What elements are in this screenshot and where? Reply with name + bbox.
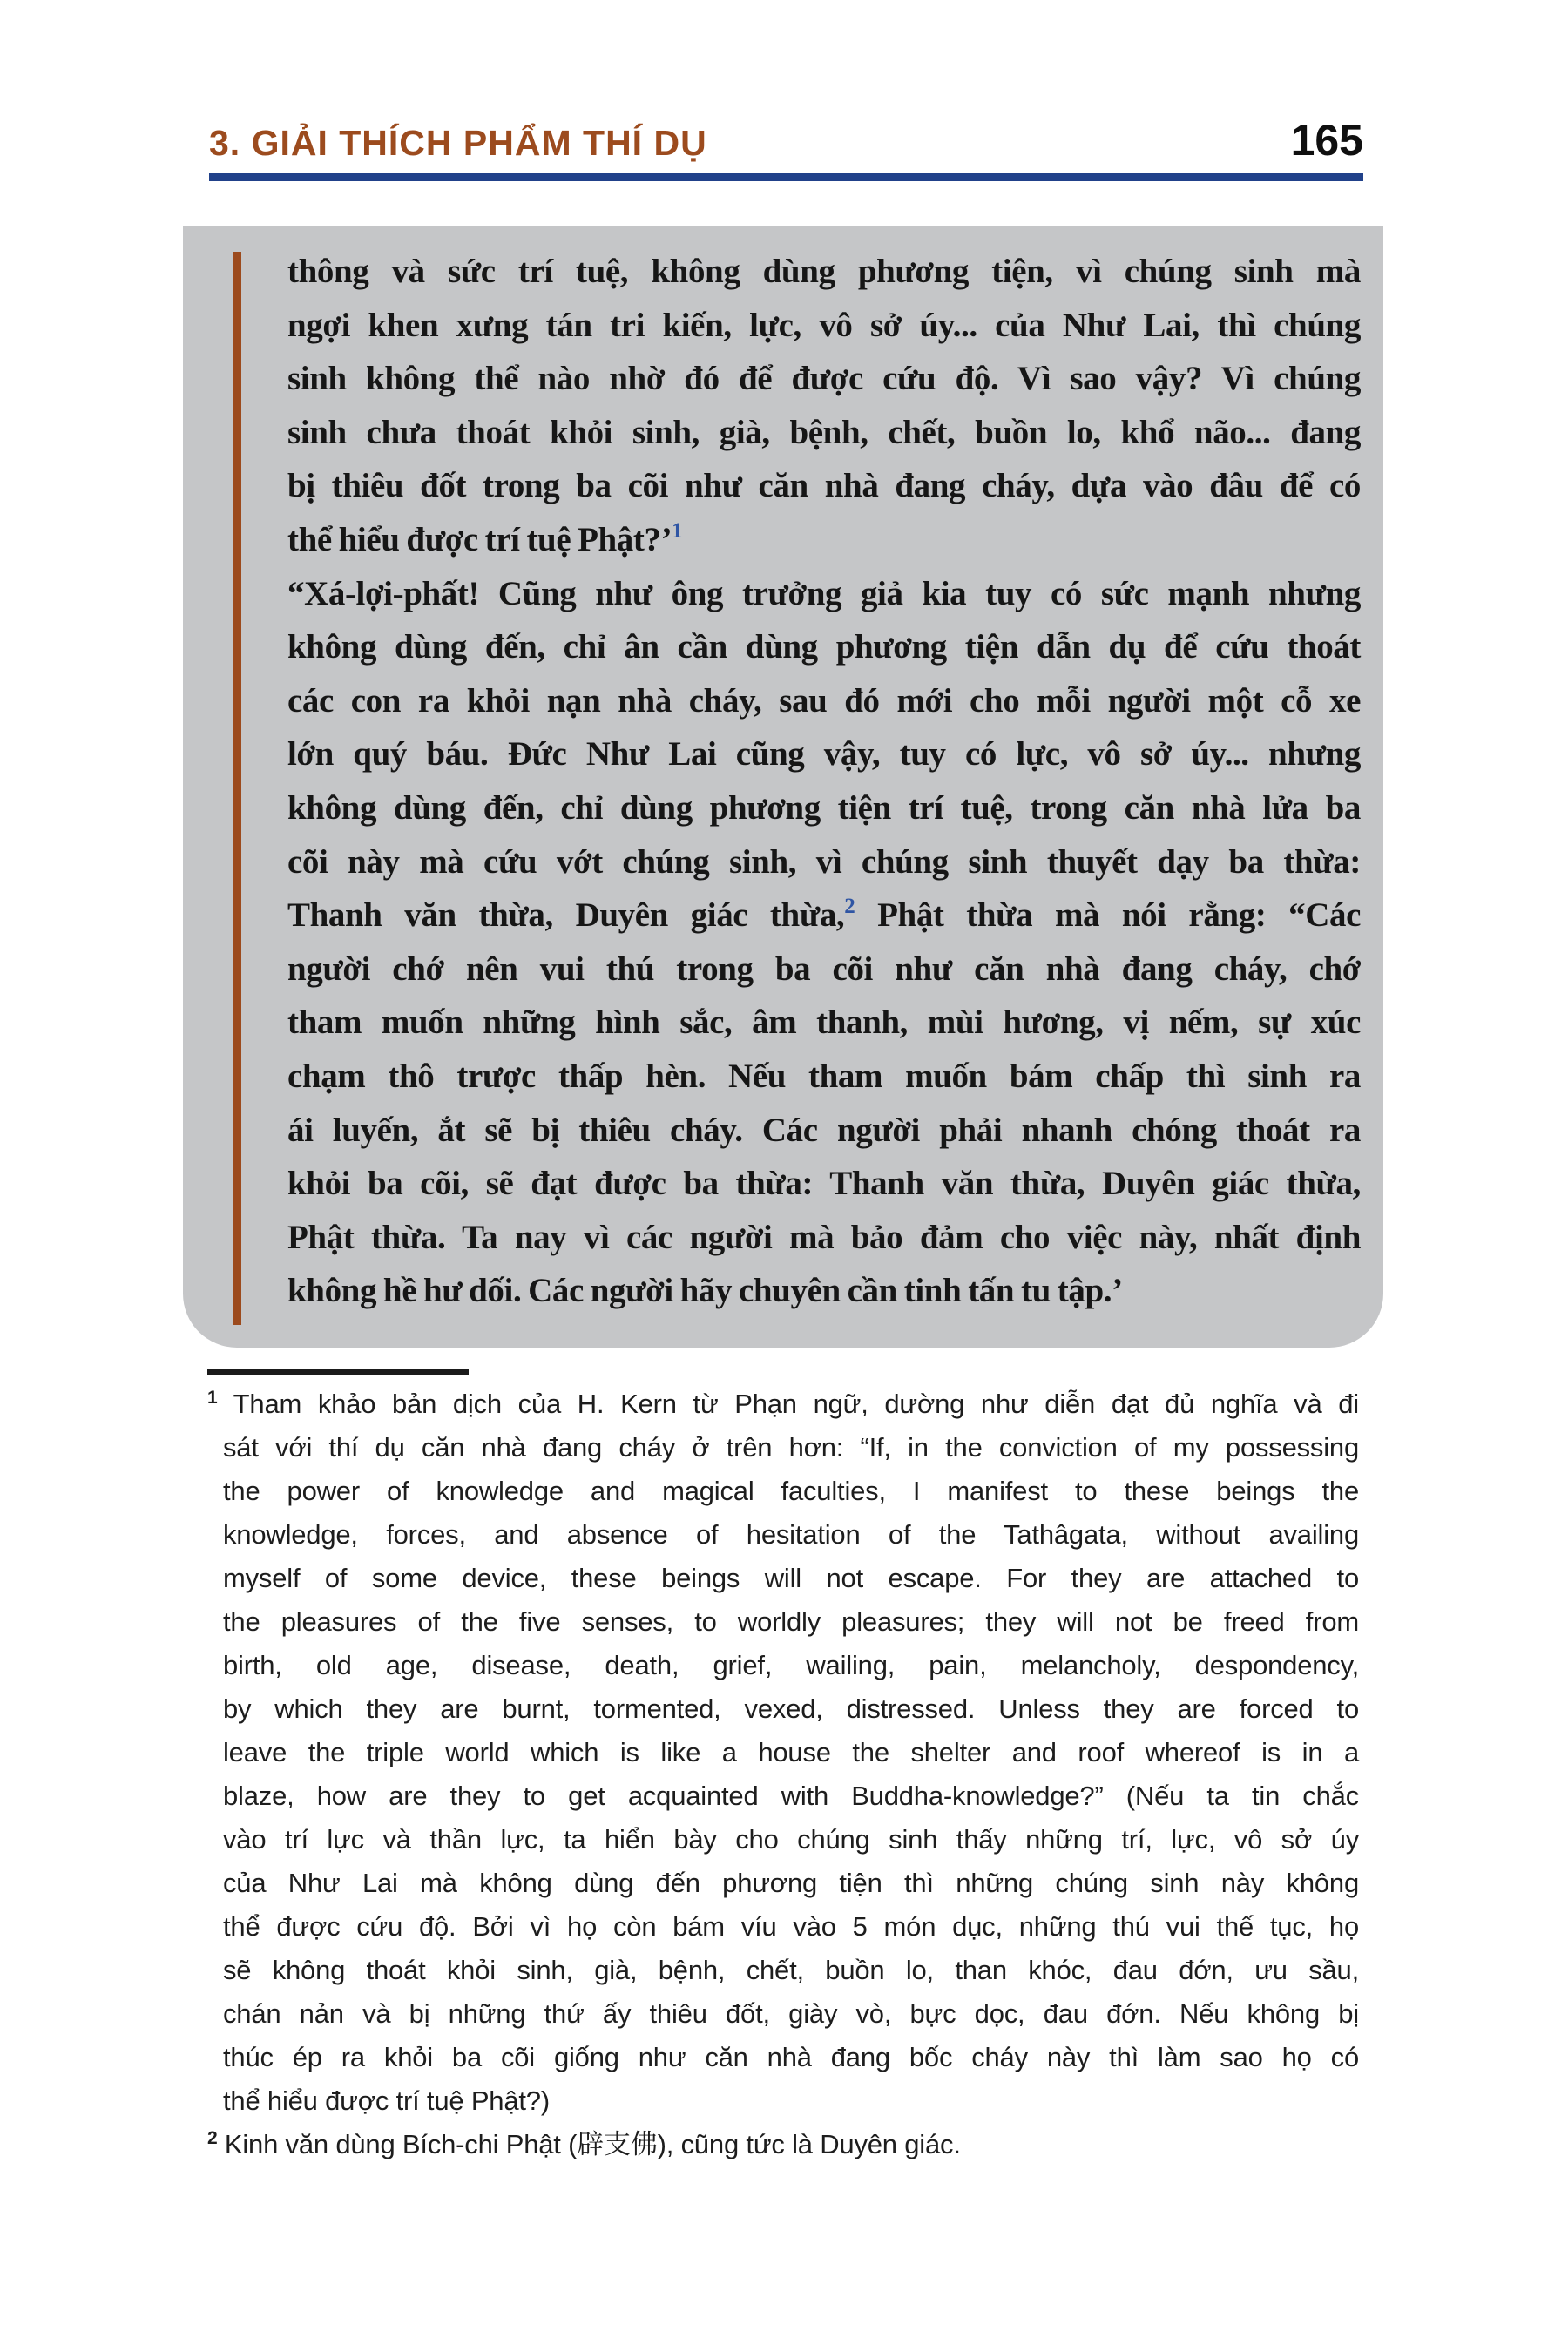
text-line	[207, 1818, 1359, 1862]
text-segment: sẽ không thoát khỏi sinh, già, bệnh, chết, buồn lo, than khóc, đau đớn, ưu sầu,	[223, 1955, 1359, 1985]
text-segment: sát với thí dụ căn nhà đang cháy ở trên hơn: “If, in the conviction of my possessing	[223, 1432, 1359, 1463]
text-line	[207, 2123, 1359, 2166]
text-line	[207, 2036, 1359, 2079]
text-segment: Phật thừa. Ta nay vì các người mà bảo đảm cho việc này, nhất định	[287, 1218, 1361, 1256]
text-segment: the power of knowledge and magical faculties, I manifest to these beings the	[223, 1476, 1359, 1506]
footnote-item	[207, 1382, 1359, 2123]
text-segment: người chớ nên vui thú trong ba cõi như căn nhà đang cháy, chớ	[287, 950, 1361, 988]
text-segment: Thanh văn thừa, Duyên giác thừa,	[287, 896, 845, 935]
footnote-marker: 2	[207, 2128, 218, 2148]
running-header	[209, 115, 1363, 166]
text-segment: không dùng đến, chỉ ân cần dùng phương tiện dẫn dụ để cứu thoát	[287, 628, 1361, 666]
text-line	[207, 1687, 1359, 1731]
text-line	[207, 1992, 1359, 2036]
text-segment: blaze, how are they to get acquainted with Buddha-knowledge?” (Nếu ta tin chắc	[223, 1781, 1359, 1811]
text-segment: chạm thô trược thấp hèn. Nếu tham muốn bám chấp thì sinh ra	[287, 1057, 1361, 1095]
text-line	[207, 1600, 1359, 1644]
text-line	[287, 513, 1361, 567]
text-segment: lớn quý báu. Đức Như Lai cũng vậy, tuy có lực, vô sở úy... nhưng	[287, 735, 1361, 774]
text-segment: sinh không thể nào nhờ đó để được cứu độ. Vì sao vậy? Vì chúng	[287, 360, 1361, 398]
text-line	[287, 943, 1361, 997]
text-segment: leave the triple world which is like a house the shelter and roof whereof is in a	[223, 1737, 1359, 1767]
text-line	[207, 1470, 1359, 1513]
text-segment: của Như Lai mà không dùng đến phương tiện thì những chúng sinh này không	[223, 1868, 1359, 1898]
text-line	[287, 299, 1361, 353]
text-line	[287, 459, 1361, 513]
text-line	[287, 567, 1361, 621]
text-line	[207, 1382, 1359, 1426]
footnote-item	[207, 2123, 1359, 2166]
text-line	[207, 1949, 1359, 1992]
text-segment: tham muốn những hình sắc, âm thanh, mùi hương, vị nếm, sự xúc	[287, 1004, 1361, 1042]
text-segment: thúc ép ra khỏi ba cõi giống như căn nhà đang bốc cháy này thì làm sao họ có	[223, 2042, 1359, 2072]
text-segment: myself of some device, these beings will not escape. For they are attached to	[223, 1563, 1359, 1593]
text-segment: knowledge, forces, and absence of hesitation of the Tathâgata, without availing	[223, 1519, 1359, 1550]
text-line	[287, 406, 1361, 460]
text-segment: không hề hư dối. Các người hãy chuyên cần tinh tấn tu tập.’	[287, 1272, 1123, 1310]
text-line	[287, 245, 1361, 299]
text-segment: by which they are burnt, tormented, vexed, distressed. Unless they are forced to	[223, 1693, 1359, 1724]
text-line	[207, 1905, 1359, 1949]
text-segment: các con ra khỏi nạn nhà cháy, sau đó mới cho mỗi người một cỗ xe	[287, 681, 1361, 720]
text-segment: cõi này mà cứu vớt chúng sinh, vì chúng sinh thuyết dạy ba thừa:	[287, 842, 1361, 881]
text-line	[207, 1731, 1359, 1774]
text-line	[207, 1862, 1359, 1905]
text-line	[287, 996, 1361, 1050]
text-segment: Tham khảo bản dịch của H. Kern từ Phạn ngữ, dường như diễn đạt đủ nghĩa và đi	[217, 1389, 1359, 1419]
text-line	[287, 1104, 1361, 1158]
header-rule	[209, 173, 1363, 181]
text-line	[287, 1264, 1361, 1318]
text-line	[287, 781, 1361, 835]
text-line	[287, 889, 1361, 943]
text-segment: Kinh văn dùng Bích-chi Phật (辟支佛), cũng tức là Duyên giác.	[217, 2129, 961, 2159]
chapter-title: 3. GIẢI THÍCH PHẨM THÍ DỤ	[209, 123, 707, 163]
text-segment: ngợi khen xưng tán tri kiến, lực, vô sở úy... của Như Lai, thì chúng	[287, 306, 1361, 344]
text-segment: “Xá-lợi-phất! Cũng như ông trưởng giả kia tuy có sức mạnh nhưng	[287, 574, 1361, 612]
text-line	[287, 727, 1361, 781]
text-line	[207, 1644, 1359, 1687]
text-segment: ái luyến, ắt sẽ bị thiêu cháy. Các người phải nhanh chóng thoát ra	[287, 1111, 1361, 1149]
text-segment: không dùng đến, chỉ dùng phương tiện trí tuệ, trong căn nhà lửa ba	[287, 788, 1361, 827]
text-segment: thể hiểu được trí tuệ Phật?)	[223, 2085, 550, 2116]
text-segment: vào trí lực và thần lực, ta hiển bày cho chúng sinh thấy những trí, lực, vô sở úy	[223, 1824, 1359, 1855]
text-segment: chán nản và bị những thứ ấy thiêu đốt, giày vò, bực dọc, đau đớn. Nếu không bị	[223, 1998, 1359, 2029]
text-line	[287, 1157, 1361, 1211]
text-segment: thể hiểu được trí tuệ Phật?’	[287, 520, 672, 558]
text-line	[207, 2079, 1359, 2123]
text-segment: thể được cứu độ. Bởi vì họ còn bám víu vào 5 món dục, những thú vui thế tục, họ	[223, 1911, 1359, 1942]
footnote-marker: 1	[207, 1388, 218, 1408]
footnote-ref-superscript: 1	[672, 518, 683, 543]
text-segment: the pleasures of the five senses, to worldly pleasures; they will not be freed from	[223, 1606, 1359, 1637]
footnote-ref-superscript: 2	[844, 895, 855, 919]
text-line	[287, 1211, 1361, 1265]
text-line	[287, 352, 1361, 406]
text-line	[207, 1557, 1359, 1600]
text-segment: Phật thừa mà nói rằng: “Các	[855, 896, 1362, 935]
text-segment: khỏi ba cõi, sẽ đạt được ba thừa: Thanh văn thừa, Duyên giác thừa,	[287, 1165, 1361, 1203]
text-segment: sinh chưa thoát khỏi sinh, già, bệnh, chết, buồn lo, khổ não... đang	[287, 413, 1361, 451]
text-line	[207, 1774, 1359, 1818]
text-segment: bị thiêu đốt trong ba cõi như căn nhà đang cháy, dựa vào đâu để có	[287, 467, 1361, 505]
text-segment: thông và sức trí tuệ, không dùng phương tiện, vì chúng sinh mà	[287, 253, 1361, 290]
footnotes	[207, 1382, 1359, 2166]
text-segment: birth, old age, disease, death, grief, wailing, pain, melancholy, despondency,	[223, 1650, 1359, 1680]
quote-block	[183, 226, 1383, 1348]
text-line	[287, 835, 1361, 889]
text-line	[207, 1513, 1359, 1557]
page-number: 165	[1290, 116, 1363, 165]
text-line	[287, 620, 1361, 674]
text-line	[287, 1050, 1361, 1104]
footnote-separator	[207, 1369, 469, 1375]
quote-accent-bar	[233, 252, 241, 1325]
text-line	[287, 674, 1361, 728]
quote-text	[287, 245, 1361, 1318]
text-line	[207, 1426, 1359, 1470]
